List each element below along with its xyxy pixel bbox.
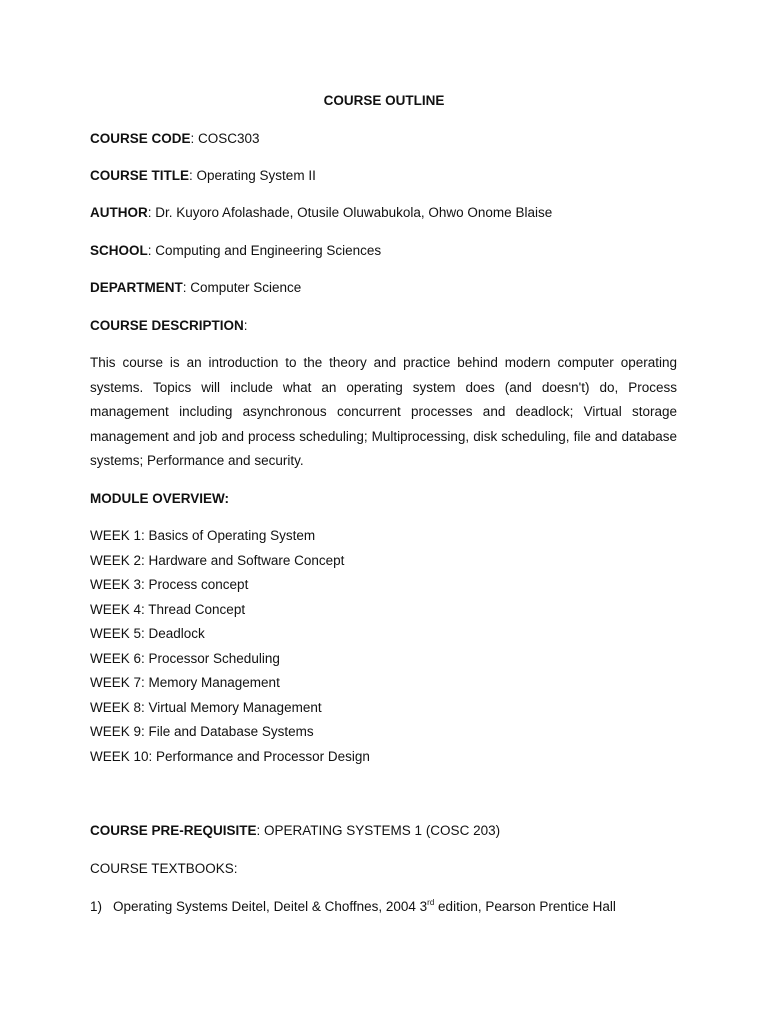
course-description-heading — [90, 318, 248, 334]
module-week-item: WEEK 9: File and Database Systems — [90, 724, 314, 739]
school-line — [90, 243, 381, 259]
school-value: : Computing and Engineering Sciences — [147, 243, 382, 258]
textbook-text: Operating Systems Deitel, Deitel & Choffnes, 2004 3 — [113, 899, 428, 914]
textbooks-heading: COURSE TEXTBOOKS: — [90, 861, 238, 876]
module-week-list — [90, 528, 370, 773]
author-line — [90, 205, 552, 221]
module-week-item: WEEK 4: Thread Concept — [90, 601, 246, 617]
course-code-label: COURSE CODE — [90, 131, 191, 146]
textbook-text-after: edition, Pearson Prentice Hall — [434, 899, 616, 914]
school-label: SCHOOL — [90, 243, 148, 258]
department-label: DEPARTMENT — [90, 280, 183, 295]
course-title-label: COURSE TITLE — [90, 168, 190, 183]
department-line — [90, 280, 301, 296]
module-week-item: WEEK 1: Basics of Operating System — [90, 528, 316, 543]
module-week-item: WEEK 2: Hardware and Software Concept — [90, 552, 345, 568]
prerequisite-label: COURSE PRE-REQUISITE — [90, 823, 257, 838]
module-week-item: WEEK 3: Process concept — [90, 577, 249, 592]
author-value: : Dr. Kuyoro Afolashade, Otusile Oluwabukola, Ohwo Onome Blaise — [147, 205, 553, 220]
prerequisite-line — [90, 823, 500, 839]
module-week-item: WEEK 10: Performance and Processor Design — [90, 748, 370, 764]
course-code-line — [90, 131, 260, 147]
module-overview-heading — [90, 491, 229, 507]
page-title: COURSE OUTLINE — [323, 93, 445, 108]
course-description-colon: : — [243, 318, 248, 333]
textbook-item — [90, 899, 616, 915]
textbook-number: 1) — [90, 899, 103, 914]
module-week-item: WEEK 5: Deadlock — [90, 626, 205, 641]
module-week-item: WEEK 8: Virtual Memory Management — [90, 699, 322, 715]
prerequisite-value: : OPERATING SYSTEMS 1 (COSC 203) — [256, 823, 501, 838]
module-week-item: WEEK 6: Processor Scheduling — [90, 650, 280, 666]
course-code-value: : COSC303 — [190, 131, 260, 146]
course-title-line — [90, 168, 316, 184]
author-label: AUTHOR — [90, 205, 148, 220]
course-description-text: This course is an introduction to the theory and practice behind modern computer operating systems. Topics will include what an operating system does (and doesn't) do, Process management including asynchronous concurrent processes and deadlock; Virtual storage management and job and process scheduling; Multiprocessing, disk scheduling, file and database systems; Performance and security. — [90, 355, 677, 468]
module-week-item: WEEK 7: Memory Management — [90, 675, 280, 690]
module-overview-label: MODULE OVERVIEW: — [90, 491, 230, 506]
course-title-value: : Operating System II — [189, 168, 316, 183]
department-value: : Computer Science — [182, 280, 302, 295]
textbook-superscript: rd — [427, 898, 435, 907]
course-description-label: COURSE DESCRIPTION — [90, 318, 244, 333]
